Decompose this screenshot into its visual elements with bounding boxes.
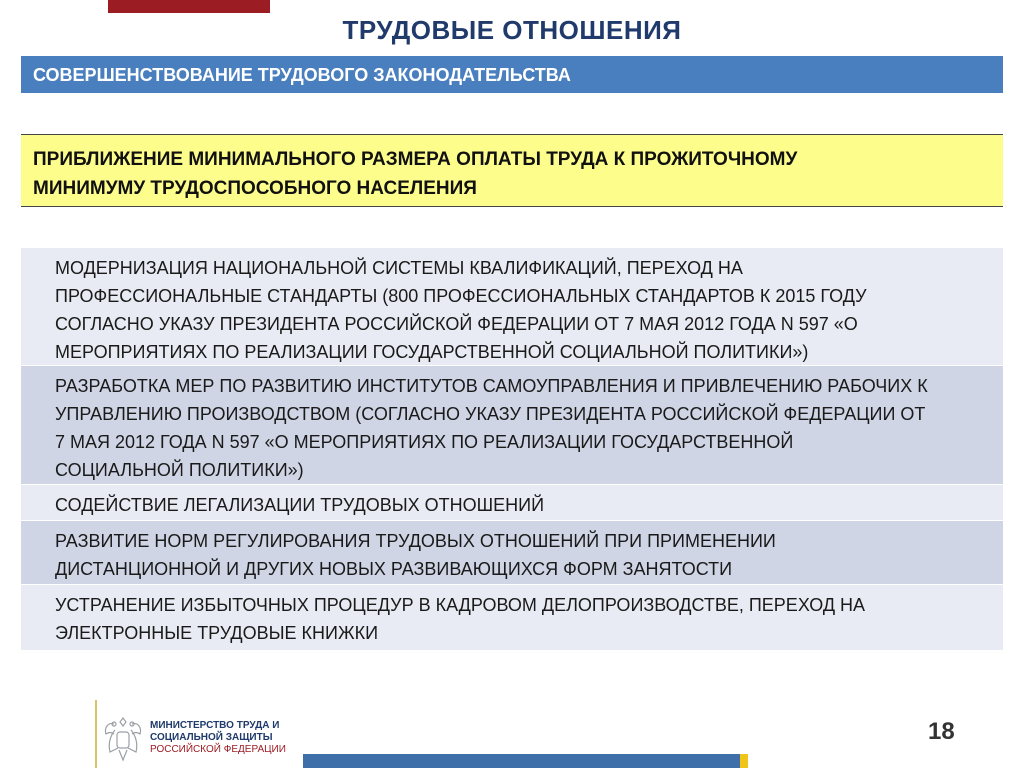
table-row — [21, 485, 1003, 521]
row-text-line: 7 МАЯ 2012 ГОДА N 597 «О МЕРОПРИЯТИЯХ ПО РЕАЛИЗАЦИИ ГОСУДАРСТВЕННОЙ — [55, 432, 794, 452]
row-text-line: СОГЛАСНО УКАЗУ ПРЕЗИДЕНТА РОССИЙСКОЙ ФЕДЕРАЦИИ ОТ 7 МАЯ 2012 ГОДА N 597 «О — [55, 314, 858, 334]
ministry-line: СОЦИАЛЬНОЙ ЗАЩИТЫ — [150, 732, 273, 743]
double-headed-eagle-emblem-icon — [100, 712, 146, 766]
ministry-name — [150, 720, 286, 756]
row-text-line: РАЗВИТИЕ НОРМ РЕГУЛИРОВАНИЯ ТРУДОВЫХ ОТНОШЕНИЙ ПРИ ПРИМЕНЕНИИ — [55, 531, 776, 551]
slide-title: ТРУДОВЫЕ ОТНОШЕНИЯ — [342, 15, 682, 45]
row-text-line: РАЗРАБОТКА МЕР ПО РАЗВИТИЮ ИНСТИТУТОВ САМОУПРАВЛЕНИЯ И ПРИВЛЕЧЕНИЮ РАБОЧИХ К — [55, 376, 928, 396]
table-row — [21, 366, 1003, 485]
row-text-line: ПРОФЕССИОНАЛЬНЫЕ СТАНДАРТЫ (800 ПРОФЕССИОНАЛЬНЫХ СТАНДАРТОВ К 2015 ГОДУ — [55, 286, 867, 306]
row-text-line: УСТРАНЕНИЕ ИЗБЫТОЧНЫХ ПРОЦЕДУР В КАДРОВОМ ДЕЛОПРОИЗВОДСТВЕ, ПЕРЕХОД НА — [55, 595, 866, 615]
highlight-line: МИНИМУМУ ТРУДОСПОСОБНОГО НАСЕЛЕНИЯ — [33, 178, 477, 199]
table-row — [21, 248, 1003, 366]
row-text-line: СОДЕЙСТВИЕ ЛЕГАЛИЗАЦИИ ТРУДОВЫХ ОТНОШЕНИЙ — [55, 495, 545, 515]
section-heading: СОВЕРШЕНСТВОВАНИЕ ТРУДОВОГО ЗАКОНОДАТЕЛЬСТВА — [21, 56, 1003, 93]
footer-bar — [303, 754, 740, 768]
row-text-line: ЭЛЕКТРОННЫЕ ТРУДОВЫЕ КНИЖКИ — [55, 623, 379, 643]
highlight-line: ПРИБЛИЖЕНИЕ МИНИМАЛЬНОГО РАЗМЕРА ОПЛАТЫ ТРУДА К ПРОЖИТОЧНОМУ — [33, 149, 798, 170]
row-text-line: СОЦИАЛЬНОЙ ПОЛИТИКИ») — [55, 460, 304, 480]
page-number: 18 — [928, 718, 955, 745]
footer-divider — [95, 700, 97, 768]
top-accent-bar — [108, 0, 270, 13]
measures-table — [21, 248, 1003, 651]
row-text-line: МОДЕРНИЗАЦИЯ НАЦИОНАЛЬНОЙ СИСТЕМЫ КВАЛИФИКАЦИЙ, ПЕРЕХОД НА — [55, 258, 743, 278]
row-text-line: ДИСТАНЦИОННОЙ И ДРУГИХ НОВЫХ РАЗВИВАЮЩИХСЯ ФОРМ ЗАНЯТОСТИ — [55, 559, 733, 579]
ministry-line: МИНИСТЕРСТВО ТРУДА И — [150, 720, 280, 731]
row-text-line: МЕРОПРИЯТИЯХ ПО РЕАЛИЗАЦИИ ГОСУДАРСТВЕННОЙ СОЦИАЛЬНОЙ ПОЛИТИКИ») — [55, 342, 809, 362]
table-row — [21, 521, 1003, 585]
footer-accent — [740, 754, 748, 768]
highlight-box — [21, 134, 1003, 207]
table-row — [21, 585, 1003, 651]
ministry-line: РОССИЙСКОЙ ФЕДЕРАЦИИ — [150, 744, 286, 755]
row-text-line: УПРАВЛЕНИЮ ПРОИЗВОДСТВОМ (СОГЛАСНО УКАЗУ ПРЕЗИДЕНТА РОССИЙСКОЙ ФЕДЕРАЦИИ ОТ — [55, 404, 926, 424]
